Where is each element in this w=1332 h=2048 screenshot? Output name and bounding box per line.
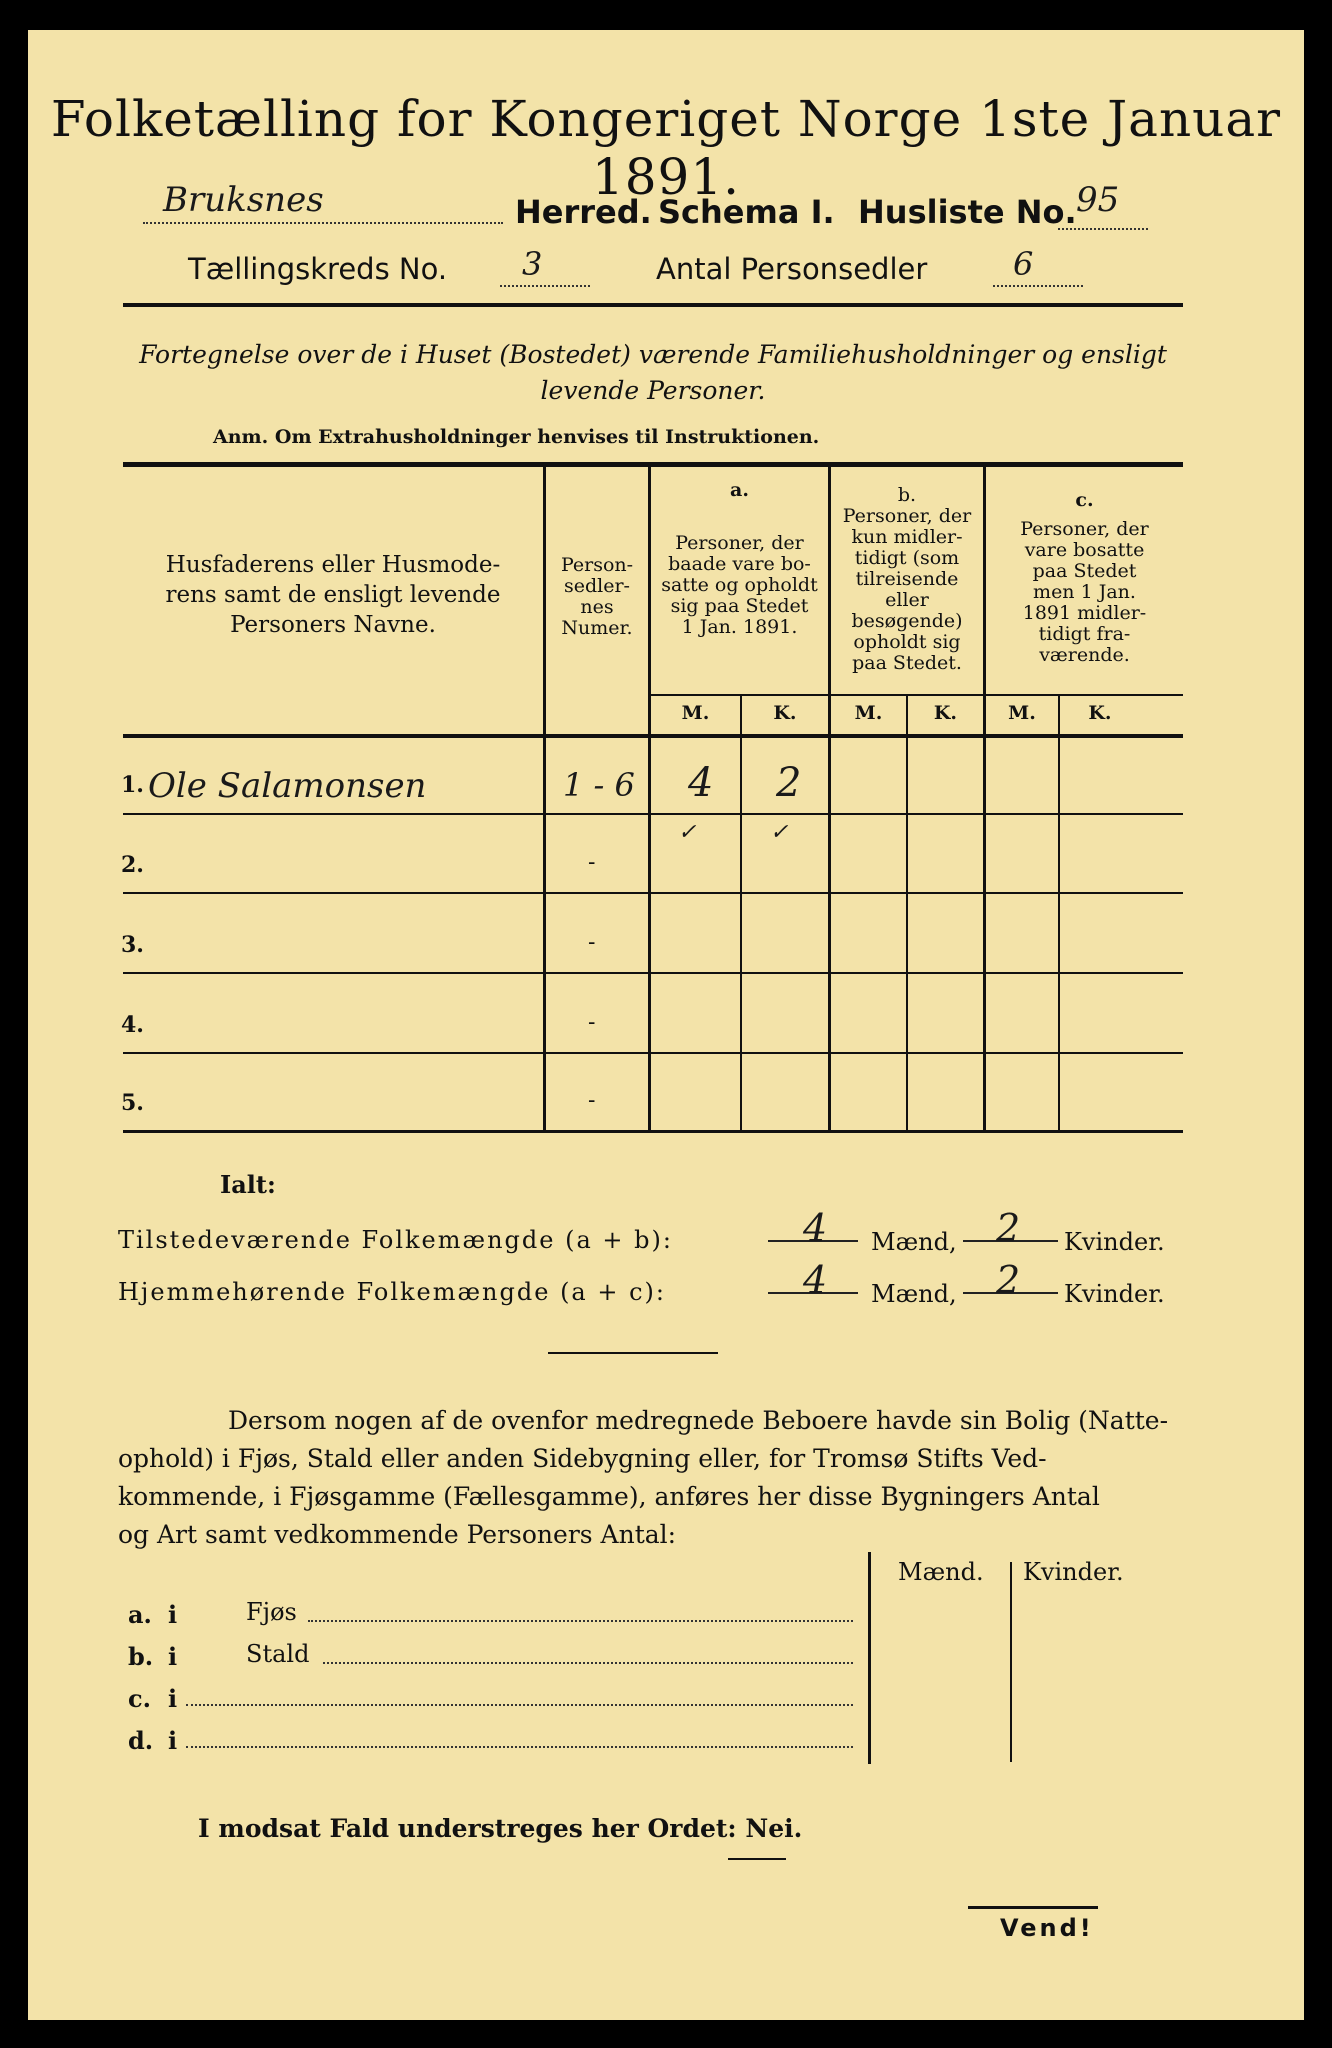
maend-label: Mænd, bbox=[871, 1228, 957, 1256]
col-header-line: vare bosatte bbox=[1024, 539, 1145, 561]
buildings-maend-header: Mænd. bbox=[898, 1558, 984, 1586]
row-number: 1. bbox=[121, 772, 144, 798]
form-title: Folketælling for Kongeriget Norge 1ste Januar 1891. bbox=[50, 90, 1282, 206]
col-header-line: rens samt de ensligt levende bbox=[165, 582, 501, 608]
buildings-kvinder-header: Kvinder. bbox=[1023, 1558, 1124, 1586]
herred-label: Herred. bbox=[515, 193, 652, 231]
col-header-line: paa Stedet bbox=[1032, 560, 1137, 582]
row-line bbox=[123, 892, 1183, 894]
col-divider bbox=[740, 696, 742, 1130]
buildings-col-divider bbox=[868, 1552, 871, 1764]
check-mark-icon: ✓ bbox=[770, 820, 789, 845]
col-header-c bbox=[986, 490, 1183, 666]
kvinder-label: Kvinder. bbox=[1064, 1228, 1165, 1256]
col-header-line: satte og opholdt bbox=[661, 574, 818, 596]
col-b-m: M. bbox=[854, 702, 883, 724]
personseddel-number: - bbox=[588, 850, 596, 875]
table-top-rule bbox=[123, 462, 1183, 467]
col-header-line: paa Stedet. bbox=[852, 652, 962, 674]
col-header-line: opholdt sig bbox=[853, 631, 961, 653]
table-bottom-rule bbox=[123, 1130, 1183, 1133]
col-header-a bbox=[651, 480, 828, 638]
hjem-kvinder-value: 2 bbox=[996, 1258, 1021, 1302]
building-dotline bbox=[186, 1746, 853, 1748]
col-header-line: Person- bbox=[560, 554, 634, 576]
modsat-fald-text: I modsat Fald understreges her Ordet: Nei. bbox=[198, 1814, 803, 1843]
census-form-page bbox=[28, 30, 1304, 2020]
section-divider bbox=[548, 1352, 718, 1354]
col-header-line: værende. bbox=[1039, 644, 1130, 666]
nei-underline bbox=[728, 1858, 786, 1860]
building-i: i bbox=[168, 1642, 178, 1671]
col-b-k: K. bbox=[933, 702, 958, 724]
personseddel-number: - bbox=[588, 1088, 596, 1113]
col-header-number bbox=[546, 555, 648, 639]
header-rule bbox=[123, 303, 1183, 307]
mk-rule bbox=[651, 694, 1183, 696]
intro-line-2: levende Personer. bbox=[540, 376, 766, 405]
husliste-value: 95 bbox=[1076, 180, 1120, 220]
col-header-letter: a. bbox=[730, 479, 749, 501]
row-number: 4. bbox=[121, 1012, 144, 1038]
col-header-line: sig paa Stedet bbox=[670, 595, 809, 617]
hjem-maend-value: 4 bbox=[803, 1258, 828, 1302]
instruction-note: Anm. Om Extrahusholdninger henvises til Instruktionen. bbox=[213, 426, 820, 448]
intro-line-1: Fortegnelse over de i Huset (Bostedet) værende Familiehusholdninger og ensligt bbox=[139, 340, 1167, 369]
col-header-line: tidigt fra- bbox=[1038, 623, 1131, 645]
building-letter: a. bbox=[128, 1600, 152, 1629]
table-header-rule bbox=[123, 734, 1183, 738]
building-dotline bbox=[323, 1662, 853, 1664]
col-a-m: M. bbox=[681, 702, 710, 724]
personseddel-number: 1 - 6 bbox=[563, 766, 635, 804]
tilstedevaerende-label: Tilstedeværende Folkemængde (a + b): bbox=[118, 1226, 673, 1254]
building-letter: b. bbox=[128, 1642, 154, 1671]
buildings-para-1: Dersom nogen af de ovenfor medregnede Beboere havde sin Bolig (Natte- bbox=[228, 1406, 1169, 1435]
buildings-para-2: ophold) i Fjøs, Stald eller anden Sidebygning eller, for Tromsø Stifts Ved- bbox=[118, 1444, 1047, 1473]
husliste-field bbox=[1058, 180, 1148, 230]
col-divider bbox=[906, 696, 908, 1130]
row-line bbox=[123, 1052, 1183, 1054]
antal-value: 6 bbox=[1013, 245, 1034, 283]
building-label-stald: Stald bbox=[246, 1640, 310, 1668]
buildings-col-divider bbox=[1010, 1562, 1012, 1762]
herred-field bbox=[143, 180, 503, 224]
row-number: 5. bbox=[121, 1090, 144, 1116]
col-header-line: eller bbox=[885, 589, 929, 611]
col-header-letter: b. bbox=[897, 484, 917, 506]
col-header-line: besøgende) bbox=[851, 610, 963, 632]
row-number: 3. bbox=[121, 932, 144, 958]
buildings-para-4: og Art samt vedkommende Personers Antal: bbox=[118, 1520, 677, 1549]
building-i: i bbox=[168, 1600, 178, 1629]
col-header-b bbox=[831, 485, 983, 674]
col-divider bbox=[1058, 696, 1060, 1130]
person-name: Ole Salamonsen bbox=[148, 766, 427, 806]
personseddel-number: - bbox=[588, 1010, 596, 1035]
ialt-label: Ialt: bbox=[220, 1170, 276, 1199]
count-a-m: 4 bbox=[688, 760, 714, 806]
col-header-line: Personer, der bbox=[1020, 518, 1149, 540]
col-c-k: K. bbox=[1088, 702, 1112, 724]
count-a-k: 2 bbox=[776, 760, 802, 806]
col-header-line: Personer, der bbox=[675, 532, 804, 554]
col-header-line: sedler- bbox=[564, 575, 630, 597]
col-header-line: Personer, der bbox=[842, 505, 972, 527]
col-header-line: Numer. bbox=[561, 617, 633, 639]
col-header-names bbox=[128, 550, 538, 640]
col-a-k: K. bbox=[773, 702, 797, 724]
personseddel-number: - bbox=[588, 930, 596, 955]
col-header-line: nes bbox=[580, 596, 614, 618]
row-line bbox=[123, 972, 1183, 974]
col-header-line: men 1 Jan. bbox=[1033, 581, 1136, 603]
col-c-m: M. bbox=[1008, 702, 1036, 724]
col-header-line: baade vare bo- bbox=[668, 553, 811, 575]
kreds-label: Tællingskreds No. bbox=[188, 252, 448, 286]
herred-value: Bruksnes bbox=[163, 180, 324, 220]
buildings-para-3: kommende, i Fjøsgamme (Fællesgamme), anføres her disse Bygningers Antal bbox=[118, 1482, 1100, 1511]
building-label-fjos: Fjøs bbox=[246, 1598, 297, 1626]
tilstede-maend-value: 4 bbox=[803, 1206, 828, 1250]
row-line bbox=[123, 813, 1183, 815]
col-header-line: 1 Jan. 1891. bbox=[681, 616, 798, 638]
tilstede-kvinder-value: 2 bbox=[996, 1206, 1021, 1250]
hjemmehorende-label: Hjemmehørende Folkemængde (a + c): bbox=[118, 1278, 666, 1306]
building-dotline bbox=[186, 1704, 853, 1706]
building-dotline bbox=[308, 1620, 853, 1622]
antal-field bbox=[993, 245, 1083, 287]
row-number: 2. bbox=[121, 852, 144, 878]
vend-rule bbox=[968, 1906, 1098, 1909]
schema-label: Schema I. bbox=[658, 193, 835, 231]
building-i: i bbox=[168, 1726, 178, 1755]
check-mark-icon: ✓ bbox=[678, 820, 697, 845]
building-i: i bbox=[168, 1684, 178, 1713]
col-header-letter: c. bbox=[1075, 489, 1094, 511]
husliste-label: Husliste No. bbox=[858, 193, 1077, 231]
col-header-line: Husfaderens eller Husmode- bbox=[165, 552, 501, 578]
col-header-line: tilreisende bbox=[855, 568, 959, 590]
col-header-line: Personers Navne. bbox=[230, 612, 436, 638]
col-header-line: tidigt (som bbox=[854, 547, 960, 569]
antal-label: Antal Personsedler bbox=[656, 252, 928, 286]
col-header-line: 1891 midler- bbox=[1022, 602, 1147, 624]
maend-label: Mænd, bbox=[871, 1280, 957, 1308]
col-header-line: kun midler- bbox=[851, 526, 963, 548]
kreds-field bbox=[500, 245, 590, 287]
vend-text: Vend! bbox=[1000, 1914, 1094, 1942]
building-letter: d. bbox=[128, 1726, 154, 1755]
kreds-value: 3 bbox=[522, 245, 543, 283]
building-letter: c. bbox=[128, 1684, 151, 1713]
kvinder-label: Kvinder. bbox=[1064, 1280, 1165, 1308]
